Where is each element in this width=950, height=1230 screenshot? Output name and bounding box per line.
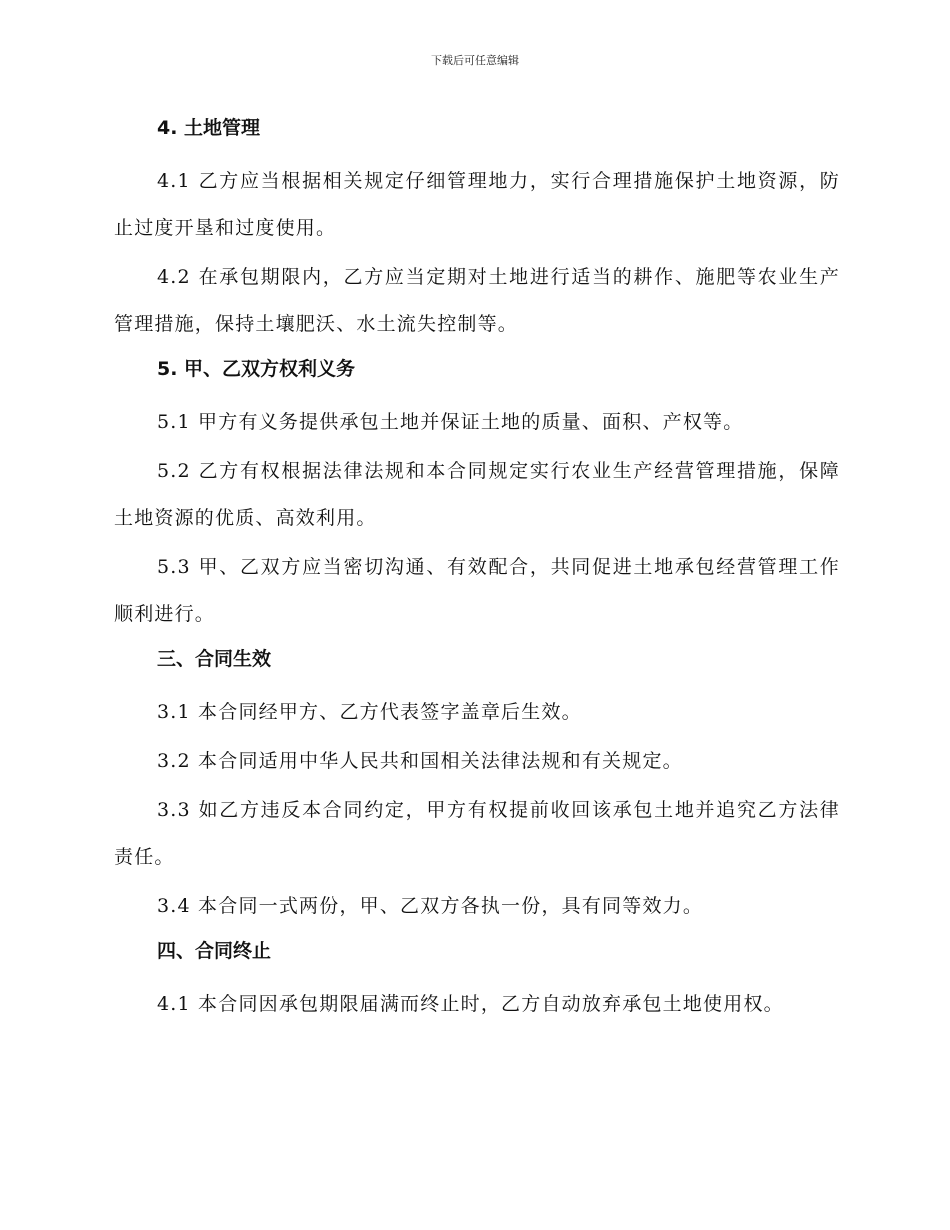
paragraph: 5.2 乙方有权根据法律法规和本合同规定实行农业生产经营管理措施，保障土地资源的优质、高效利用。 <box>114 460 840 529</box>
section-rights-obligations <box>114 350 840 638</box>
paragraph: 4.2 在承包期限内，乙方应当定期对土地进行适当的耕作、施肥等农业生产管理措施，保持土壤肥沃、水土流失控制等。 <box>114 266 840 335</box>
document-body <box>114 109 840 1030</box>
page-header: 下载后可任意编辑 <box>431 54 519 67</box>
section-heading: 三、合同生效 <box>157 648 272 670</box>
paragraph: 3.4 本合同一式两份，甲、乙双方各执一份，具有同等效力。 <box>157 895 704 917</box>
paragraph: 5.1 甲方有义务提供承包土地并保证土地的质量、面积、产权等。 <box>157 411 744 433</box>
paragraph: 3.3 如乙方违反本合同约定，甲方有权提前收回该承包土地并追究乙方法律责任。 <box>114 799 840 868</box>
section-heading: 5. 甲、乙双方权利义务 <box>157 358 356 380</box>
paragraph: 3.1 本合同经甲方、乙方代表签字盖章后生效。 <box>157 701 582 723</box>
section-land-management <box>114 109 840 348</box>
paragraph: 5.3 甲、乙双方应当密切沟通、有效配合，共同促进土地承包经营管理工作顺利进行。 <box>114 556 840 625</box>
section-heading: 四、合同终止 <box>157 940 272 962</box>
section-contract-effectiveness <box>114 640 840 930</box>
paragraph: 3.2 本合同适用中华人民共和国相关法律法规和有关规定。 <box>157 750 683 772</box>
section-contract-termination <box>114 932 840 1028</box>
paragraph: 4.1 乙方应当根据相关规定仔细管理地力，实行合理措施保护土地资源，防止过度开垦和过度使用。 <box>114 170 840 239</box>
section-heading: 4. 土地管理 <box>157 117 261 139</box>
paragraph: 4.1 本合同因承包期限届满而终止时，乙方自动放弃承包土地使用权。 <box>157 993 784 1015</box>
